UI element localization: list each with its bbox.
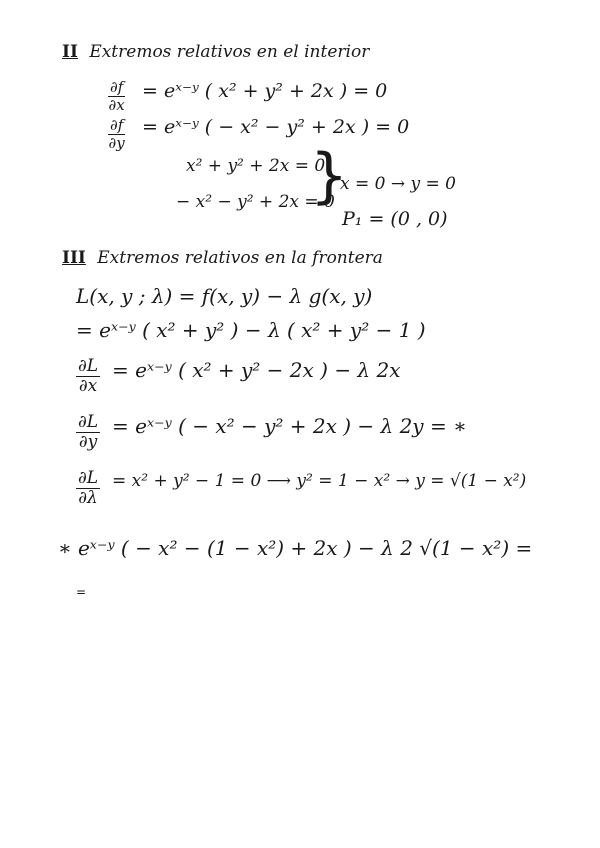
fraction-numerator: ∂L	[78, 468, 99, 488]
system-equation-2: − x² − y² + 2x = 0	[176, 192, 335, 212]
partial-l-lambda-equation: = x² + y² − 1 = 0 ⟶ y² = 1 − x² → y = √(1 − x²)	[112, 471, 527, 491]
fraction-denominator: ∂y	[108, 134, 125, 152]
lagrangian-definition: L(x, y ; λ) = f(x, y) − λ g(x, y)	[76, 284, 373, 308]
fraction-numerator: ∂L	[78, 412, 99, 432]
partial-l-y-fraction	[76, 414, 100, 451]
partial-l-x-fraction	[76, 358, 100, 395]
fraction-denominator: ∂λ	[78, 488, 98, 508]
fraction-denominator: ∂x	[78, 376, 98, 396]
section-iii-heading	[62, 250, 383, 267]
partial-l-x-equation: = eˣ⁻ʸ ( x² + y² − 2x ) − λ 2x	[112, 358, 401, 382]
system-brace: }	[310, 141, 349, 211]
partial-f-y-equation: = eˣ⁻ʸ ( − x² − y² + 2x ) = 0	[142, 116, 410, 138]
fraction-denominator: ∂x	[108, 96, 125, 114]
system-equation-1: x² + y² + 2x = 0	[186, 156, 326, 176]
section-ii-heading	[62, 44, 369, 61]
section-ii-title: Extremos relativos en el interior	[89, 42, 370, 62]
partial-f-y-fraction	[108, 118, 125, 151]
partial-l-lambda-fraction	[76, 470, 100, 507]
partial-f-x-fraction	[108, 80, 125, 113]
fraction-numerator: ∂L	[78, 356, 99, 376]
fraction-numerator: ∂f	[110, 116, 124, 134]
section-ii-number: II	[62, 42, 78, 62]
partial-f-x-equation: = eˣ⁻ʸ ( x² + y² + 2x ) = 0	[142, 80, 388, 102]
system-solution: x = 0 → y = 0	[340, 174, 456, 194]
section-iii-title: Extremos relativos en la frontera	[97, 248, 383, 268]
section-iii-number: III	[62, 248, 86, 268]
continuation-equals: =	[76, 585, 87, 599]
lagrangian-expanded: = eˣ⁻ʸ ( x² + y² ) − λ ( x² + y² − 1 )	[76, 318, 426, 342]
fraction-denominator: ∂y	[78, 432, 98, 452]
partial-l-y-equation: = eˣ⁻ʸ ( − x² − y² + 2x ) − λ 2y = ∗	[112, 414, 467, 438]
substituted-equation: ∗ eˣ⁻ʸ ( − x² − (1 − x²) + 2x ) − λ 2 √(1 − x²) =	[58, 536, 533, 560]
critical-point-p1: P₁ = (0 , 0)	[342, 208, 448, 230]
fraction-numerator: ∂f	[110, 78, 124, 96]
